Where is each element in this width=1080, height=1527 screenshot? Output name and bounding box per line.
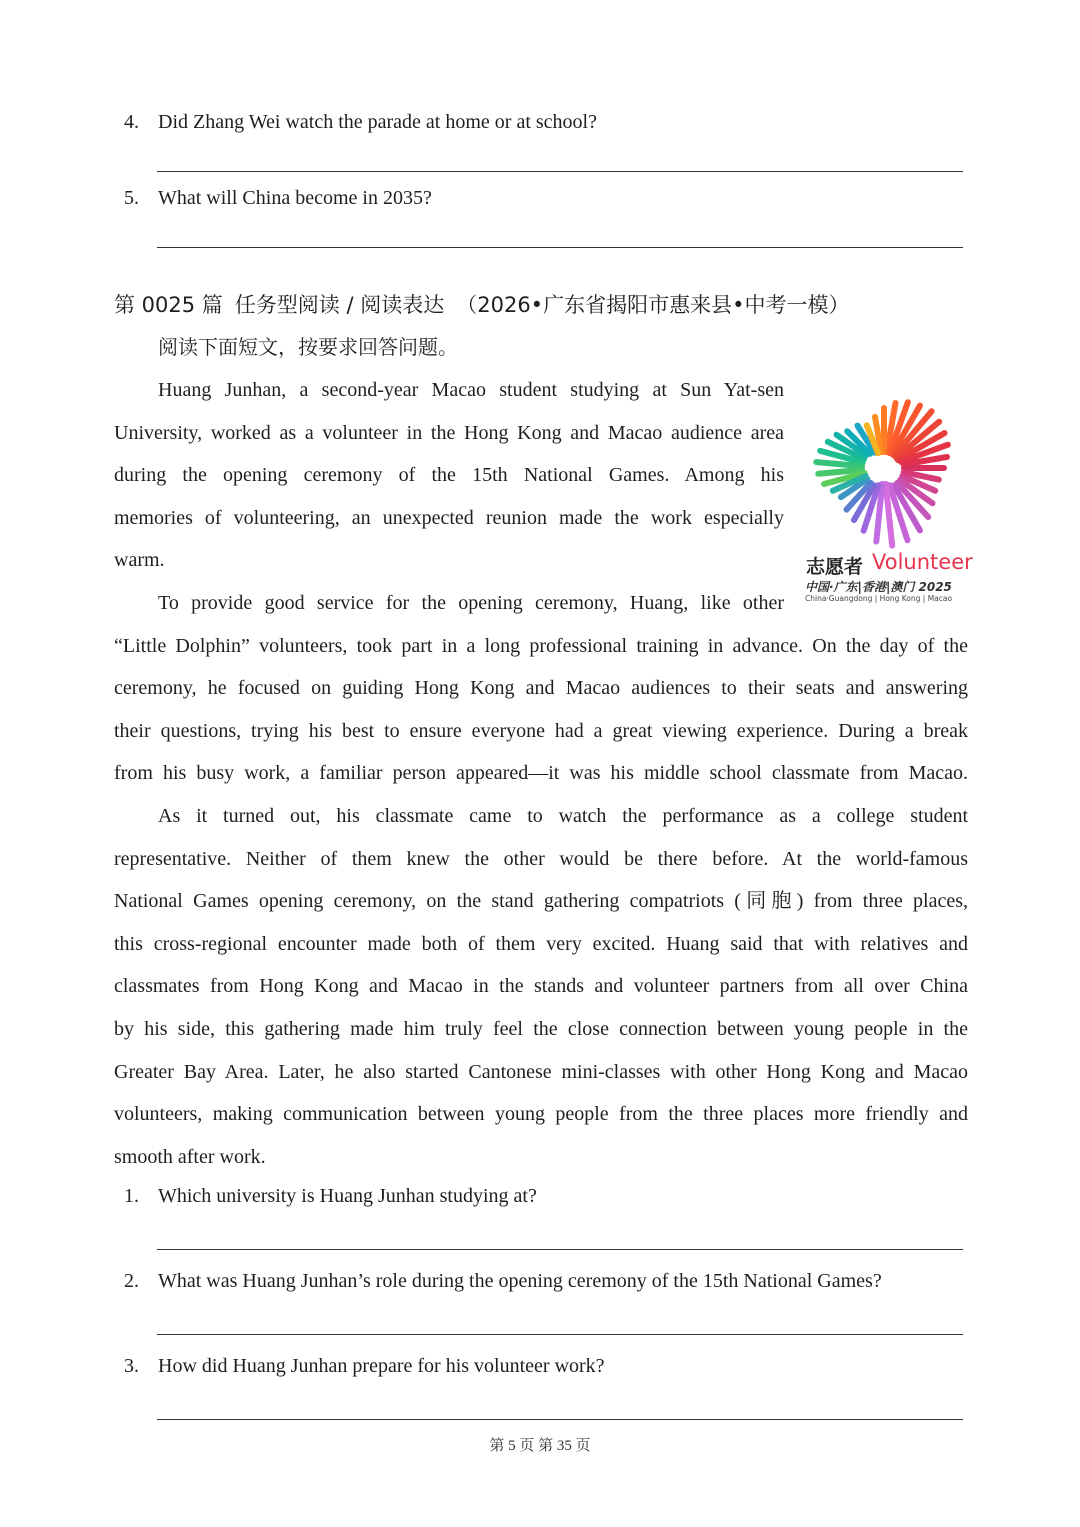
passage-line: “Little Dolphin” volunteers, took part in a long professional training in advance. On the day of the xyxy=(114,634,968,657)
passage-paragraph-2 xyxy=(114,582,968,795)
logo-rays xyxy=(816,402,948,545)
question-text: How did Huang Junhan prepare for his volunteer work? xyxy=(158,1355,605,1377)
passage-line: classmates from Hong Kong and Macao in the stands and volunteer partners from all over China xyxy=(114,975,968,998)
passage-line: by his side, this gathering made him truly feel the close connection between young people in the xyxy=(114,1017,968,1040)
section-type: 任务型阅读 / 阅读表达 xyxy=(234,293,445,317)
passage-line: warm. xyxy=(114,549,165,572)
passage-line: volunteers, making communication between young people from the three places more friendly and xyxy=(114,1103,968,1126)
question-text: What will China become in 2035? xyxy=(158,187,432,209)
answer-line[interactable] xyxy=(157,171,963,172)
question-5 xyxy=(124,184,432,212)
passage-line: their questions, trying his best to ensure everyone had a great viewing experience. During a break xyxy=(114,719,968,742)
question-1 xyxy=(124,1182,537,1210)
question-4 xyxy=(124,108,597,136)
passage-line: Huang Junhan, a second-year Macao student studying at Sun Yat-sen xyxy=(158,379,784,401)
passage-line: Greater Bay Area. Later, he also started Cantonese mini-classes with other Hong Kong and Macao xyxy=(114,1060,968,1083)
question-2 xyxy=(124,1267,882,1295)
question-number: 5. xyxy=(124,187,139,209)
instruction: 阅读下面短文，按要求回答问题。 xyxy=(158,337,458,359)
logo-subtitle: 中国·广东|香港|澳门 2025 xyxy=(805,580,952,594)
answer-line[interactable] xyxy=(157,1334,963,1335)
logo-ray xyxy=(816,462,862,466)
question-text: Did Zhang Wei watch the parade at home or at school? xyxy=(158,111,597,133)
passage-line: representative. Neither of them knew the other would be there before. At the world-famous xyxy=(114,847,968,870)
question-text: What was Huang Junhan’s role during the opening ceremony of the 15th National Games? xyxy=(158,1270,882,1292)
question-number: 1. xyxy=(124,1185,139,1207)
passage-line: ceremony, he focused on guiding Hong Kong and Macao audiences to their seats and answering xyxy=(114,677,968,700)
passage-paragraph-1 xyxy=(114,369,784,582)
question-text: Which university is Huang Junhan studying at? xyxy=(158,1185,537,1207)
passage-line: during the opening ceremony of the 15th National Games. Among his xyxy=(114,464,784,487)
answer-line[interactable] xyxy=(157,1249,963,1250)
passage-line: To provide good service for the opening ceremony, Huang, like other xyxy=(158,592,784,614)
question-3 xyxy=(124,1352,605,1380)
section-heading xyxy=(114,290,849,320)
passage-line: smooth after work. xyxy=(114,1145,266,1168)
passage-line: from his busy work, a familiar person appeared—it was his middle school classmate from Macao. xyxy=(114,762,968,785)
passage-line: National Games opening ceremony, on the stand gathering compatriots (同胞) from three places, xyxy=(114,890,968,913)
passage-paragraph-3 xyxy=(114,795,968,1178)
passage-line: University, worked as a volunteer in the Hong Kong and Macao audience area xyxy=(114,421,784,444)
passage-line: this cross-regional encounter made both of them very excited. Huang said that with relatives and xyxy=(114,932,968,955)
section-label: 第 0025 篇 xyxy=(114,293,223,317)
logo-chinese-text: 志愿者 xyxy=(806,556,864,578)
page-footer: 第 5 页 第 35 页 xyxy=(489,1438,591,1454)
question-number: 2. xyxy=(124,1270,139,1292)
logo-english-text: Volunteer xyxy=(872,550,973,574)
answer-line[interactable] xyxy=(157,247,963,248)
passage-line: memories of volunteering, an unexpected reunion made the work especially xyxy=(114,506,784,529)
section-source: （2026•广东省揭阳市惠来县•中考一模） xyxy=(456,293,850,317)
question-number: 3. xyxy=(124,1355,139,1377)
answer-line[interactable] xyxy=(157,1419,963,1420)
question-number: 4. xyxy=(124,111,139,133)
passage-line: As it turned out, his classmate came to watch the performance as a college student xyxy=(158,805,968,827)
logo-subtitle-english: China·Guangdong | Hong Kong | Macao xyxy=(805,594,953,603)
